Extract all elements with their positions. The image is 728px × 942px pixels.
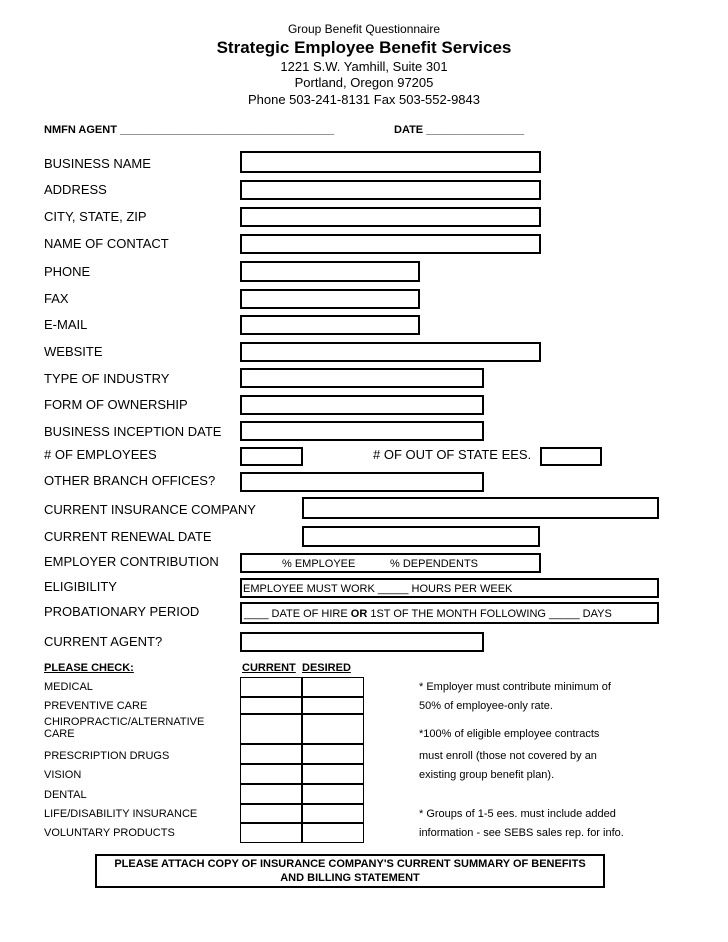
current-renewal-date-label: CURRENT RENEWAL DATE xyxy=(44,529,212,544)
current-checkbox-medical[interactable] xyxy=(240,677,302,697)
note-line: information - see SEBS sales rep. for info. xyxy=(419,827,624,839)
current-checkbox-life-disability[interactable] xyxy=(240,804,302,823)
attach-notice-line1: PLEASE ATTACH COPY OF INSURANCE COMPANY'S CURRENT SUMMARY OF BENEFITS xyxy=(114,858,586,870)
phone-field[interactable] xyxy=(240,261,420,282)
desired-checkbox-life-disability[interactable] xyxy=(302,804,364,823)
check-item-medical: MEDICAL xyxy=(44,681,93,693)
current-insurance-company-field[interactable] xyxy=(302,497,659,519)
desired-checkbox-preventive-care[interactable] xyxy=(302,697,364,714)
date-row xyxy=(394,124,524,136)
check-item-chiropractic: CHIROPRACTIC/ALTERNATIVE xyxy=(44,716,205,728)
other-branch-offices-field[interactable] xyxy=(240,472,484,492)
business-inception-date-label: BUSINESS INCEPTION DATE xyxy=(44,424,222,439)
company-address-line2: Portland, Oregon 97205 xyxy=(294,75,434,90)
desired-checkbox-dental[interactable] xyxy=(302,784,364,804)
nmfn-agent-label: NMFN AGENT xyxy=(44,124,117,136)
business-name-label: BUSINESS NAME xyxy=(44,156,151,171)
please-check-heading: PLEASE CHECK: xyxy=(44,662,134,674)
current-insurance-company-label: CURRENT INSURANCE COMPANY xyxy=(44,502,256,517)
num-out-of-state-field[interactable] xyxy=(540,447,602,466)
check-item-preventive-care: PREVENTIVE CARE xyxy=(44,700,148,712)
note-line: existing group benefit plan). xyxy=(419,769,555,781)
name-of-contact-label: NAME OF CONTACT xyxy=(44,236,169,251)
website-field[interactable] xyxy=(240,342,541,362)
website-label: WEBSITE xyxy=(44,344,103,359)
check-item-dental: DENTAL xyxy=(44,789,87,801)
desired-checkbox-voluntary-products[interactable] xyxy=(302,823,364,843)
current-agent-label: CURRENT AGENT? xyxy=(44,634,163,649)
current-renewal-date-field[interactable] xyxy=(302,526,540,547)
business-inception-date-field[interactable] xyxy=(240,421,484,441)
check-item-voluntary-products: VOLUNTARY PRODUCTS xyxy=(44,827,175,839)
nmfn-agent-row xyxy=(44,124,334,136)
attach-notice-box xyxy=(95,854,605,888)
note-line: must enroll (those not covered by an xyxy=(419,750,597,762)
form-of-ownership-label: FORM OF OWNERSHIP xyxy=(44,397,188,412)
form-of-ownership-field[interactable] xyxy=(240,395,484,415)
date-label: DATE xyxy=(394,124,424,136)
probationary-period-field[interactable] xyxy=(240,602,659,624)
note-line: * Groups of 1-5 ees. must include added xyxy=(419,808,616,820)
eligibility-label: ELIGIBILITY xyxy=(44,579,117,594)
fax-label: FAX xyxy=(44,291,69,306)
current-checkbox-vision[interactable] xyxy=(240,764,302,784)
current-agent-field[interactable] xyxy=(240,632,484,652)
check-item-prescription-drugs: PRESCRIPTION DRUGS xyxy=(44,750,170,762)
check-item-chiropractic-care: CARE xyxy=(44,728,75,740)
fax-field[interactable] xyxy=(240,289,420,309)
current-checkbox-chiropractic[interactable] xyxy=(240,714,302,744)
date-blank[interactable]: ________________ xyxy=(426,124,525,136)
email-label: E-MAIL xyxy=(44,317,88,332)
company-name: Strategic Employee Benefit Services xyxy=(216,38,512,57)
col-current-heading: CURRENT xyxy=(242,662,296,674)
check-item-vision: VISION xyxy=(44,769,82,781)
note-line: 50% of employee-only rate. xyxy=(419,700,553,712)
nmfn-agent-blank[interactable]: ___________________________________ xyxy=(119,124,335,136)
form-title: Group Benefit Questionnaire xyxy=(287,22,441,36)
company-address-line1: 1221 S.W. Yamhill, Suite 301 xyxy=(280,59,448,74)
num-employees-label: # OF EMPLOYEES xyxy=(44,447,157,462)
attach-notice-line2: AND BILLING STATEMENT xyxy=(280,872,420,884)
employer-contribution-label: EMPLOYER CONTRIBUTION xyxy=(44,554,219,569)
check-item-life-disability: LIFE/DISABILITY INSURANCE xyxy=(44,808,198,820)
current-checkbox-prescription-drugs[interactable] xyxy=(240,744,302,764)
phone-label: PHONE xyxy=(44,264,91,279)
contribution-dependents-label: % DEPENDENTS xyxy=(390,558,479,570)
probation-text xyxy=(244,608,612,620)
current-checkbox-preventive-care[interactable] xyxy=(240,697,302,714)
address-field[interactable] xyxy=(240,180,541,200)
business-name-field[interactable] xyxy=(240,151,541,173)
probation-part2: 1ST OF THE MONTH FOLLOWING _____ DAYS xyxy=(367,608,612,620)
contribution-employee-label: % EMPLOYEE xyxy=(282,558,356,570)
other-branch-offices-label: OTHER BRANCH OFFICES? xyxy=(44,473,216,488)
desired-checkbox-vision[interactable] xyxy=(302,764,364,784)
employer-contribution-field[interactable] xyxy=(240,553,541,573)
note-line: * Employer must contribute minimum of xyxy=(419,681,611,693)
col-desired-heading: DESIRED xyxy=(302,662,351,674)
num-employees-field[interactable] xyxy=(240,447,303,466)
num-out-of-state-label: # OF OUT OF STATE EES. xyxy=(373,447,532,462)
company-contact-line: Phone 503-241-8131 Fax 503-552-9843 xyxy=(247,92,480,107)
desired-checkbox-chiropractic[interactable] xyxy=(302,714,364,744)
city-state-zip-field[interactable] xyxy=(240,207,541,227)
desired-checkbox-medical[interactable] xyxy=(302,677,364,697)
desired-checkbox-prescription-drugs[interactable] xyxy=(302,744,364,764)
type-of-industry-field[interactable] xyxy=(240,368,484,388)
type-of-industry-label: TYPE OF INDUSTRY xyxy=(44,371,170,386)
current-checkbox-dental[interactable] xyxy=(240,784,302,804)
note-line: *100% of eligible employee contracts xyxy=(419,728,600,740)
city-state-zip-label: CITY, STATE, ZIP xyxy=(44,209,147,224)
eligibility-field[interactable] xyxy=(240,578,659,598)
email-field[interactable] xyxy=(240,315,420,335)
probation-part1: ____ DATE OF HIRE xyxy=(244,608,351,620)
name-of-contact-field[interactable] xyxy=(240,234,541,254)
probation-or: OR xyxy=(350,608,368,620)
probationary-period-label: PROBATIONARY PERIOD xyxy=(44,604,200,619)
eligibility-text: EMPLOYEE MUST WORK _____ HOURS PER WEEK xyxy=(243,583,513,595)
current-checkbox-voluntary-products[interactable] xyxy=(240,823,302,843)
address-label: ADDRESS xyxy=(44,182,107,197)
